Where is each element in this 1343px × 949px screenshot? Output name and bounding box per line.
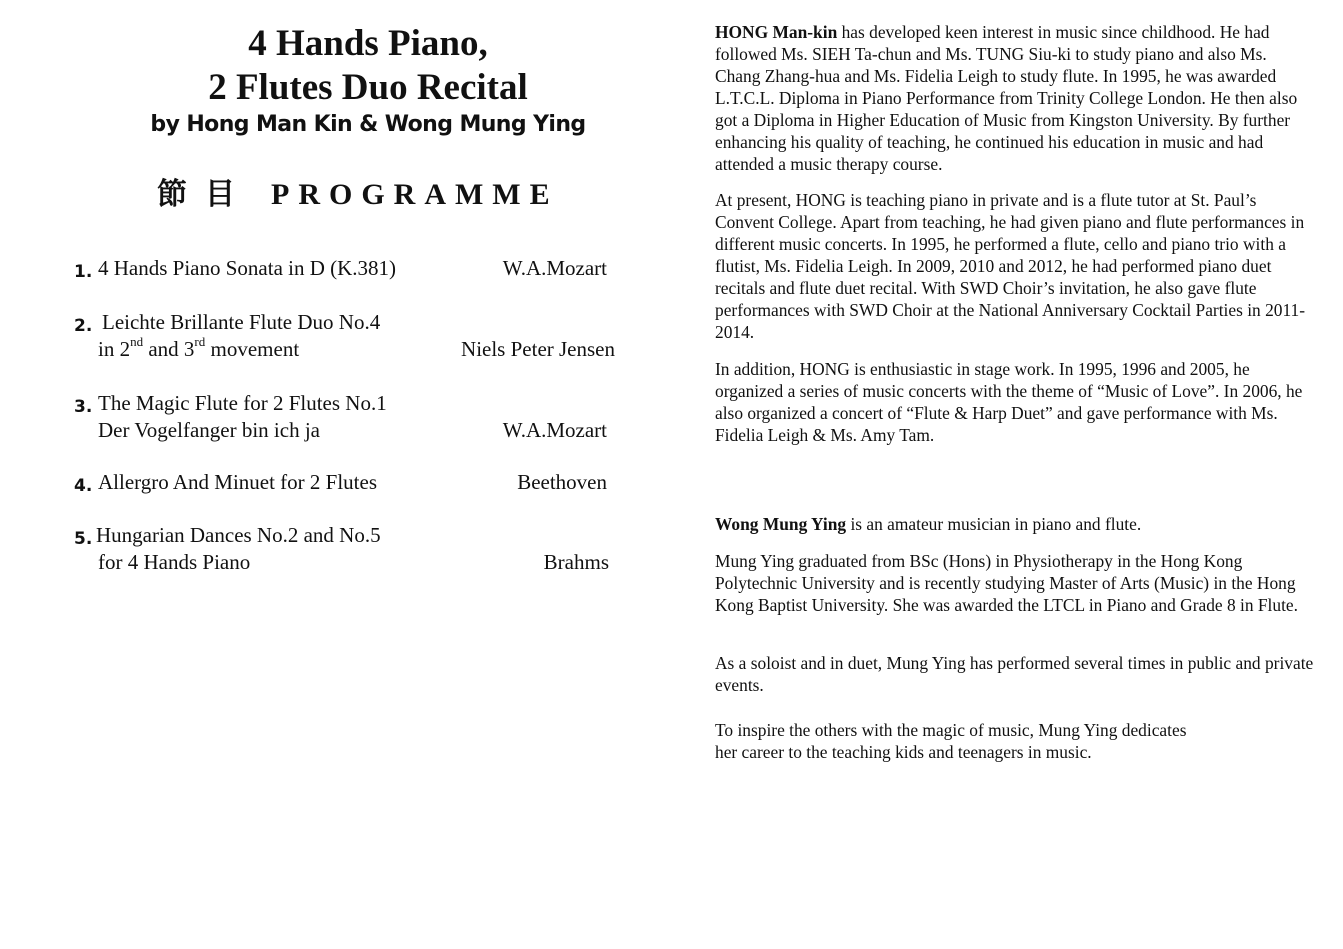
item-title: Leichte Brillante Flute Duo No.4 xyxy=(102,310,381,334)
item-number: 5. xyxy=(74,529,93,549)
performer-name: HONG Man-kin xyxy=(715,22,838,42)
programme-item xyxy=(74,309,619,363)
bio-text: has developed keen interest in music since childhood. He had followed Ms. SIEH Ta-chun and Ms. TUNG Siu-ki to study piano and also Ms. Chang Zhang-hua and Ms. Fidelia Leigh to study flute. In 1995, he was awarded L.T.C.L. Diploma in Piano Performance from Trinity College London. He then also got a Diploma in Higher Education of Music from Kingston University. By further enhancing his quality of teaching, he continued his education in music and had attended a music therapy course. xyxy=(715,22,1298,174)
programme-heading-chinese-2: 目 xyxy=(205,177,235,212)
item-number: 3. xyxy=(74,397,93,417)
wong-bio-paragraph-2 xyxy=(715,550,1315,616)
bio-text: At present, HONG is teaching piano in private and is a flute tutor at St. Paul’s Convent College. Apart from teaching, he had given piano and flute performances in different music concerts. In 1995, he performed a flute, cello and piano trio with a flutist, Ms. Fidelia Leigh. In 2009, 2010 and 2012, he had performed piano duet recitals and flute duet recital. With SWD Choir’s invitation, he also gave flute performances with SWD Choir at the National Anniversary Cocktail Parties in 2011- 2014. xyxy=(715,190,1306,342)
hong-bio-paragraph-1 xyxy=(715,21,1315,175)
item-title: 4 Hands Piano Sonata in D (K.381) xyxy=(98,256,397,280)
wong-bio-paragraph-1 xyxy=(715,513,1315,535)
item-title: Allergro And Minuet for 2 Flutes xyxy=(98,470,378,494)
bio-text-line: her career to the teaching kids and teenagers in music. xyxy=(715,742,1092,762)
wong-bio-paragraph-4 xyxy=(715,719,1315,763)
wong-bio-paragraph-3 xyxy=(715,652,1315,696)
item-subtitle xyxy=(98,336,299,363)
item-number: 4. xyxy=(74,476,93,496)
item-subtitle: Der Vogelfanger bin ich ja xyxy=(98,418,320,442)
item-composer: Beethoven xyxy=(517,470,607,494)
performers-subtitle: by Hong Man Kin & Wong Mung Ying xyxy=(150,112,586,137)
hong-bio-paragraph-3 xyxy=(715,358,1315,446)
item-subtitle-text: in 2 xyxy=(98,337,131,361)
programme-heading xyxy=(157,176,559,214)
recital-title-line1: 4 Hands Piano, xyxy=(248,23,488,64)
item-subtitle-text: and 3 xyxy=(143,337,195,361)
item-composer: Brahms xyxy=(543,550,609,574)
item-subtitle-text: movement xyxy=(205,337,300,361)
bio-text: As a soloist and in duet, Mung Ying has performed several times in public and private events. xyxy=(715,653,1314,695)
bio-text: In addition, HONG is enthusiastic in stage work. In 1995, 1996 and 2005, he organized a series of music concerts with the theme of “Music of Love”. In 2006, he also organized a concert of “Flute & Harp Duet” and gave performance with Ms. Fidelia Leigh & Ms. Amy Tam. xyxy=(715,359,1303,445)
item-composer: W.A.Mozart xyxy=(502,418,607,442)
ordinal-suffix: rd xyxy=(194,334,206,349)
performer-name: Wong Mung Ying xyxy=(715,514,847,534)
bio-text: is an amateur musician in piano and flute. xyxy=(846,514,1142,534)
bio-text-line: To inspire the others with the magic of music, Mung Ying dedicates xyxy=(715,720,1187,740)
item-subtitle: for 4 Hands Piano xyxy=(98,550,251,574)
bio-text: Mung Ying graduated from BSc (Hons) in Physiotherapy in the Hong Kong Polytechnic University and is recently studying Master of Arts (Music) in the Hong Kong Baptist University. She was awarded the LTCL in Piano and Grade 8 in Flute. xyxy=(715,551,1298,615)
item-title: The Magic Flute for 2 Flutes No.1 xyxy=(98,391,387,415)
recital-title-line2: 2 Flutes Duo Recital xyxy=(208,67,528,108)
hong-bio-paragraph-2 xyxy=(715,189,1315,343)
programme-heading-chinese-1: 節 xyxy=(157,177,187,212)
item-title: Hungarian Dances No.2 and No.5 xyxy=(96,523,381,547)
item-number: 2. xyxy=(74,316,93,336)
programme-item xyxy=(74,469,619,496)
programme-item xyxy=(74,390,619,444)
programme-item xyxy=(74,255,619,282)
item-number: 1. xyxy=(74,262,93,282)
item-composer: Niels Peter Jensen xyxy=(461,337,615,361)
ordinal-suffix: nd xyxy=(130,334,144,349)
programme-heading-english: PROGRAMME xyxy=(271,178,559,211)
item-composer: W.A.Mozart xyxy=(502,256,607,280)
programme-item xyxy=(74,522,619,576)
